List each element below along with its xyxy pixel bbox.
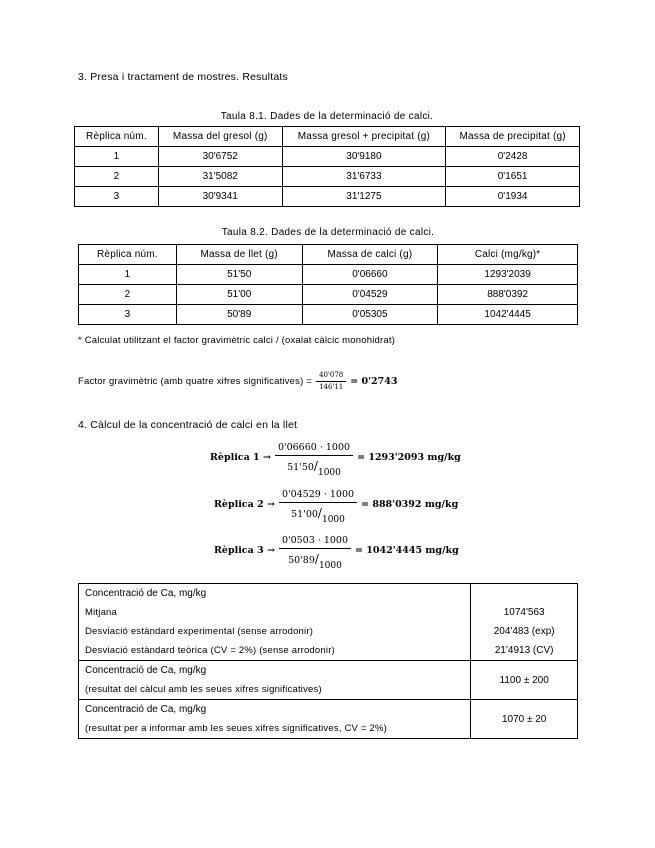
replica-numerator: 0'06660 · 1000 (275, 442, 353, 456)
table-2 (78, 244, 578, 325)
replica-numerator: 0'04529 · 1000 (279, 489, 357, 503)
table-header-cell: Massa de calci (g) (302, 245, 438, 265)
replica-denominator (287, 456, 341, 478)
replica-fraction (275, 442, 353, 478)
table-cell: 31'1275 (282, 187, 446, 207)
den-sub: 1000 (321, 515, 345, 525)
table-header-cell: Massa de precipitat (g) (446, 127, 580, 147)
table-cell: 2 (75, 167, 159, 187)
table-cell: 0'1934 (446, 187, 580, 207)
results-values (471, 661, 578, 700)
results-labels (79, 661, 471, 700)
table-cell: 3 (79, 305, 177, 325)
results-line: Mitjana (85, 607, 118, 618)
table-cell: 30'9341 (158, 187, 282, 207)
table-cell: 30'9180 (282, 147, 446, 167)
replica-result: = 1042'4445 mg/kg (355, 545, 459, 556)
reported-result: 1070 ± 20 (501, 713, 547, 725)
table-row (75, 167, 580, 187)
replica-label: Rèplica 3 → (214, 545, 275, 556)
den-sub: 1000 (317, 468, 341, 478)
results-line: Desviació estàndard experimental (sense arrodonir) (85, 626, 314, 637)
den-sub: 1000 (318, 561, 342, 571)
sd-cv-value: 21'4913 (CV) (494, 645, 554, 656)
section-3-title: 3. Presa i tractament de mostres. Resultats (78, 71, 288, 83)
replica-fraction (279, 489, 357, 525)
table-1-caption: Taula 8.1. Dades de la determinació de calci. (220, 111, 434, 122)
table-row (75, 187, 580, 207)
replica-fraction (279, 535, 351, 571)
table-cell: 51'00 (176, 285, 302, 305)
replica-result: = 1293'2093 mg/kg (357, 452, 461, 463)
replica-numerator: 0'0503 · 1000 (279, 535, 351, 549)
results-labels (79, 700, 471, 739)
replica-2-formula (214, 489, 459, 525)
slash: / (314, 552, 319, 566)
factor-denominator: 146'11 (319, 383, 344, 391)
table-cell: 51'50 (176, 265, 302, 285)
table-cell: 31'6733 (282, 167, 446, 187)
table-header-cell: Rèplica núm. (79, 245, 177, 265)
results-table (78, 583, 578, 739)
spacer (471, 584, 577, 603)
table-1-header-row (75, 127, 580, 147)
results-line: Concentració de Ca, mg/kg (85, 704, 207, 715)
table-row (79, 285, 578, 305)
table-cell: 0'05305 (302, 305, 438, 325)
factor-result: = 0'2743 (350, 375, 398, 387)
table-header-cell: Calci (mg/kg)* (438, 245, 578, 265)
table-2-header-row (79, 245, 578, 265)
table-1-caption-wrap (74, 111, 580, 122)
table-cell: 1 (79, 265, 177, 285)
factor-label: Factor gravimètric (amb quatre xifres significatives) = (78, 375, 313, 387)
table-cell: 0'06660 (302, 265, 438, 285)
table-cell: 50'89 (176, 305, 302, 325)
den-main: 51'50 (287, 462, 314, 473)
factor-fraction (316, 371, 346, 391)
results-block-2 (79, 661, 578, 700)
table-cell: 1 (75, 147, 159, 167)
table-cell: 0'1651 (446, 167, 580, 187)
table-cell: 3 (75, 187, 159, 207)
table-cell: 31'5082 (158, 167, 282, 187)
table-row (79, 305, 578, 325)
den-main: 51'00 (291, 509, 318, 520)
replica-label: Rèplica 2 → (214, 499, 275, 510)
table-cell: 0'2428 (446, 147, 580, 167)
mean-value: 1074'563 (503, 607, 545, 618)
results-block-1 (79, 584, 578, 661)
section-4-title: 4. Càlcul de la concentració de calci en la llet (78, 419, 298, 431)
table-header-cell: Massa de llet (g) (176, 245, 302, 265)
table-header-cell: Massa del gresol (g) (158, 127, 282, 147)
table-cell: 1042'4445 (438, 305, 578, 325)
slash: / (313, 459, 318, 473)
table-cell: 2 (79, 285, 177, 305)
results-labels (79, 584, 471, 661)
table-2-caption: Taula 8.2. Dades de la determinació de calci. (221, 227, 435, 238)
results-block-3 (79, 700, 578, 739)
table-cell: 1293'2039 (438, 265, 578, 285)
results-line: Concentració de Ca, mg/kg (85, 665, 207, 676)
replica-label: Rèplica 1 → (210, 452, 271, 463)
replica-denominator (291, 503, 345, 525)
table-2-caption-wrap (78, 227, 578, 238)
sd-exp-value: 204'483 (exp) (493, 626, 555, 637)
results-line: (resultat del càlcul amb les seues xifres significatives) (85, 684, 322, 695)
replica-1-formula (210, 442, 461, 478)
gravimetric-factor (78, 371, 398, 391)
table-cell: 888'0392 (438, 285, 578, 305)
replica-result: = 888'0392 mg/kg (361, 499, 459, 510)
table-header-cell: Rèplica núm. (75, 127, 159, 147)
computed-result: 1100 ± 200 (499, 674, 549, 686)
results-line: Desviació estàndard teòrica (CV = 2%) (sense arrodonir) (85, 645, 335, 656)
replica-3-formula (214, 535, 459, 571)
results-values (471, 584, 578, 661)
results-line: (resultat per a informar amb les seues xifres significatives, CV = 2%) (85, 723, 388, 734)
table-cell: 30'6752 (158, 147, 282, 167)
table-row (75, 147, 580, 167)
factor-numerator: 40'078 (316, 371, 346, 382)
table-header-cell: Massa gresol + precipitat (g) (282, 127, 446, 147)
replica-denominator (288, 549, 342, 571)
footnote: * Calculat utilitzant el factor gravimètric calci / (oxalat càlcic monohidrat) (78, 335, 396, 346)
slash: / (317, 506, 322, 520)
table-1 (74, 126, 580, 207)
results-values (471, 700, 578, 739)
results-line: Concentració de Ca, mg/kg (85, 588, 207, 599)
table-row (79, 265, 578, 285)
table-cell: 0'04529 (302, 285, 438, 305)
den-main: 50'89 (288, 555, 315, 566)
